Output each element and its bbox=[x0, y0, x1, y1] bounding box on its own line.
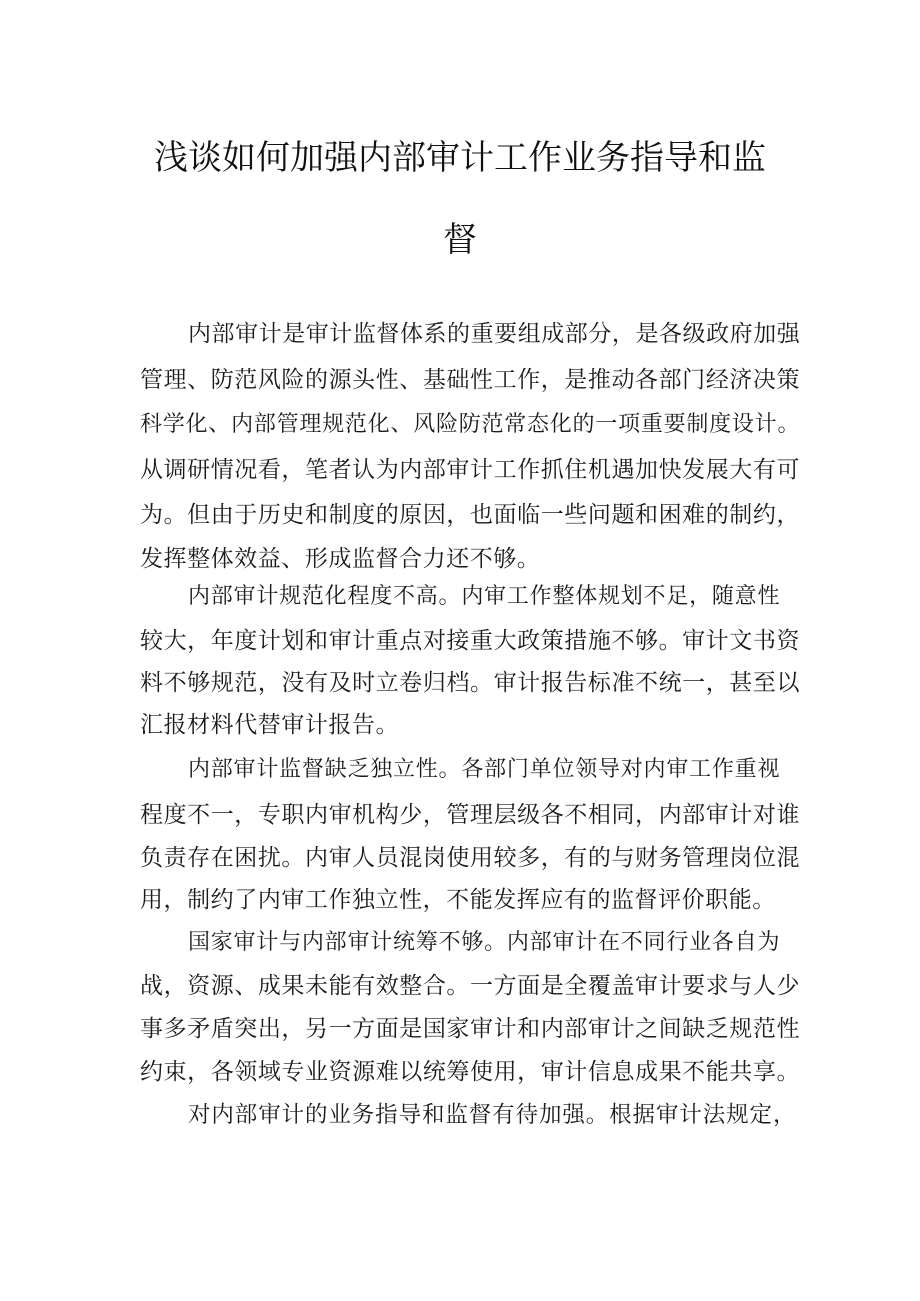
paragraph-line: 从调研情况看，笔者认为内部审计工作抓住机遇加快发展大有可 bbox=[140, 457, 800, 483]
paragraph-line: 汇报材料代替审计报告。 bbox=[140, 712, 400, 738]
paragraph-line: 科学化、内部管理规范化、风险防范常态化的一项重要制度设计。 bbox=[140, 412, 800, 437]
paragraph-line: 对内部审计的业务指导和监督有待加强。根据审计法规定， bbox=[188, 1102, 796, 1128]
paragraph-line: 国家审计与内部审计统筹不够。内部审计在不同行业各自为 bbox=[188, 930, 780, 955]
paragraph-line: 为。但由于历史和制度的原因，也面临一些问题和困难的制约， bbox=[140, 502, 800, 528]
paragraph-line: 料不够规范，没有及时立卷归档。审计报告标准不统一，甚至以 bbox=[140, 670, 800, 696]
paragraph-line: 管理、防范风险的源头性、基础性工作，是推动各部门经济决策 bbox=[140, 367, 800, 393]
document-title-line-2: 督 bbox=[443, 220, 477, 260]
paragraph-line: 用，制约了内审工作独立性，不能发挥应有的监督评价职能。 bbox=[140, 887, 776, 913]
document-title-line-1: 浅谈如何加强内部审计工作业务指导和监 bbox=[154, 138, 766, 178]
paragraph-line: 内部审计是审计监督体系的重要组成部分，是各级政府加强 bbox=[188, 321, 801, 347]
paragraph-line: 负责存在困扰。内审人员混岗使用较多，有的与财务管理岗位混 bbox=[140, 845, 800, 871]
paragraph-line: 约束，各领域专业资源难以统筹使用，审计信息成果不能共享。 bbox=[140, 1059, 800, 1085]
paragraph-line: 内部审计监督缺乏独立性。各部门单位领导对内审工作重视 bbox=[188, 757, 780, 782]
paragraph-line: 较大，年度计划和审计重点对接重大政策措施不够。审计文书资 bbox=[140, 628, 800, 654]
paragraph-line: 内部审计规范化程度不高。内审工作整体规划不足，随意性 bbox=[188, 584, 780, 609]
paragraph-line: 战，资源、成果未能有效整合。一方面是全覆盖审计要求与人少 bbox=[140, 973, 800, 999]
paragraph-line: 事多矛盾突出，另一方面是国家审计和内部审计之间缺乏规范性 bbox=[140, 1016, 800, 1042]
paragraph-line: 发挥整体效益、形成监督合力还不够。 bbox=[140, 546, 541, 572]
paragraph-line: 程度不一，专职内审机构少，管理层级各不相同，内部审计对谁 bbox=[140, 802, 800, 828]
